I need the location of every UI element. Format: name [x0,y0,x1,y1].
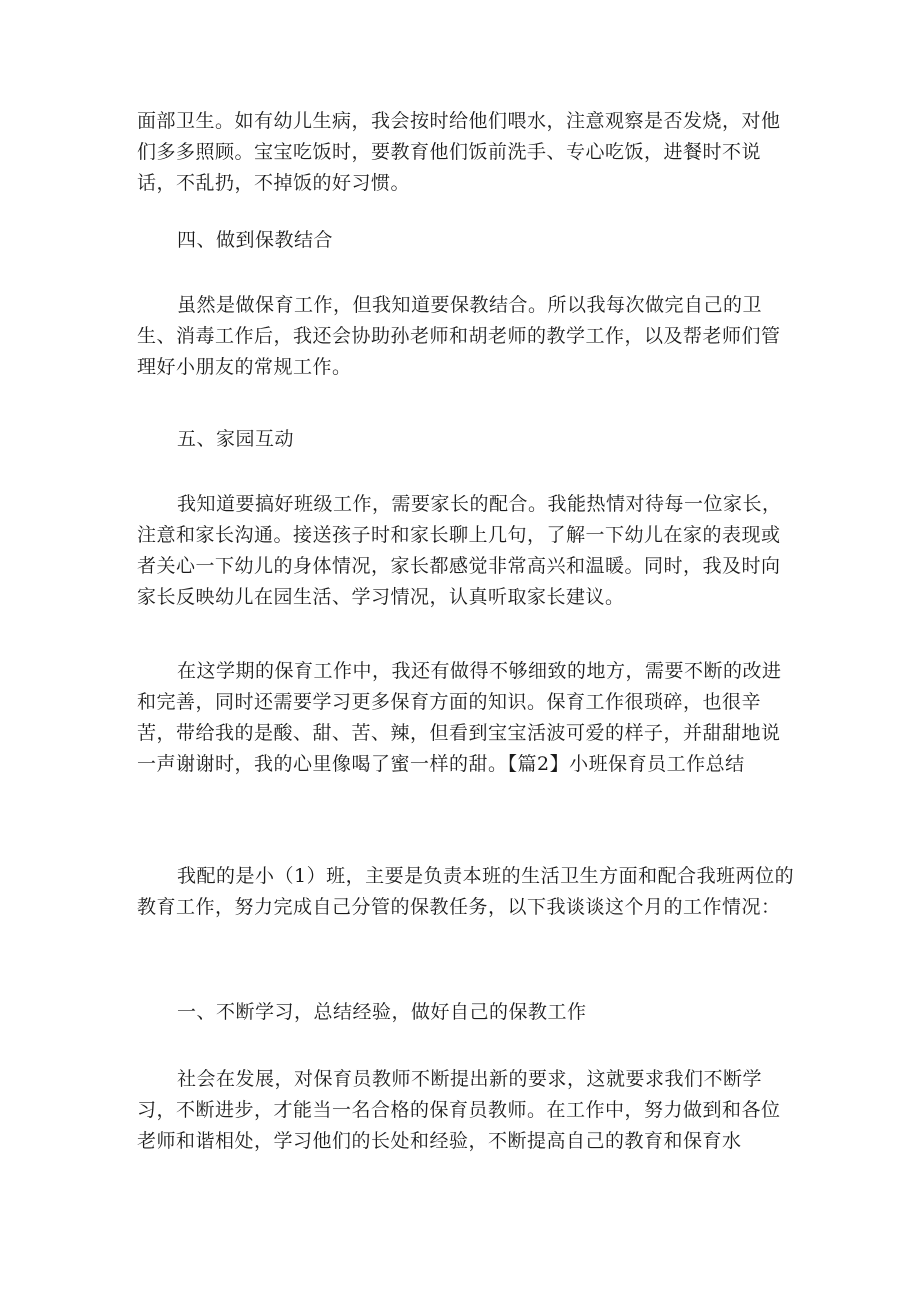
paragraph-section-five: 我知道要搞好班级工作，需要家长的配合。我能热情对待每一位家长，注意和家长沟通。接送孩子时和家长聊上几句，了解一下幼儿在家的表现或者关心一下幼儿的身体情况，家长都感觉非常高兴和温暖。同时，我及时向家长反映幼儿在园生活、学习情况，认真听取家长建议。 [137,493,782,608]
heading-section-four: 四、做到保教结合 [177,229,334,251]
paragraph-section-one: 社会在发展，对保育员教师不断提出新的要求，这就要求我们不断学习，不断进步，才能当一名合格的保育员教师。在工作中，努力做到和各位老师和谐相处，学习他们的长处和经验，不断提高自己的教育和保育水 [137,1068,781,1152]
paragraph-intro: 面部卫生。如有幼儿生病，我会按时给他们喂水，注意观察是否发烧，对他们多多照顾。宝宝吃饭时，要教育他们饭前洗手、专心吃饭，进餐时不说话，不乱扔，不掉饭的好习惯。 [137,110,781,194]
paragraph-section-four: 虽然是做保育工作，但我知道要保教结合。所以我每次做完自己的卫生、消毒工作后，我还会协助孙老师和胡老师的教学工作，以及帮老师们管理好小朋友的常规工作。 [137,294,781,378]
heading-section-five: 五、家园互动 [177,428,295,450]
paragraph-summary: 在这学期的保育工作中，我还有做得不够细致的地方，需要不断的改进和完善，同时还需要学习更多保育方面的知识。保育工作很琐碎，也很辛苦，带给我的是酸、甜、苦、辣，但看到宝宝活波可爱的样子，并甜甜地说一声谢谢时，我的心里像喝了蜜一样的甜。【篇2】小班保育员工作总结 [137,660,782,775]
heading-section-one: 一、不断学习，总结经验，做好自己的保教工作 [177,1001,587,1023]
paragraph-class-intro: 我配的是小（1）班，主要是负责本班的生活卫生方面和配合我班两位的教育工作，努力完成自己分管的保教任务，以下我谈谈这个月的工作情况： [137,865,795,918]
